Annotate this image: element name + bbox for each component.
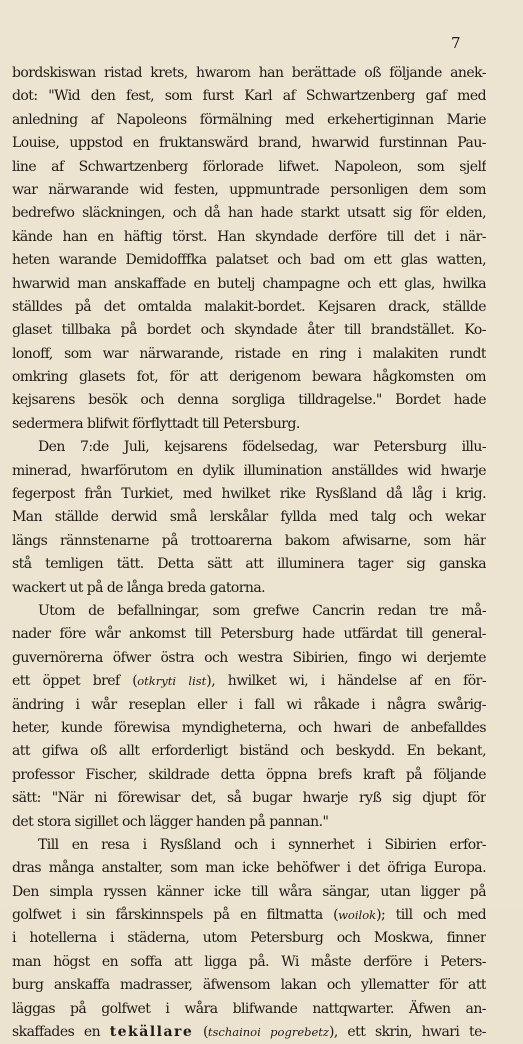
latin-transliteration: otkryti list <box>137 674 207 689</box>
latin-transliteration: woilok <box>338 908 377 923</box>
text-line: wackert ut på de långa breda gatorna. <box>12 579 266 596</box>
text-line: bordskiswan ristad krets, hwarom han berättade oß följande anek- <box>12 65 486 81</box>
text-line: i hotellerna i städerna, utom Petersburg och Moskwa, finner <box>12 930 486 947</box>
text-line: man högst en soffa att ligga på. Wi måste derföre i Peters- <box>12 953 486 970</box>
text-line: heten warande Demidofffka palatset och bad om ett glas watten, <box>12 252 486 269</box>
text-line: Man ställde derwid små lerskålar fyllda med talg och wekar <box>12 509 486 526</box>
text-segment: golfwet i sin fårskinnspels på en filtmatta ( <box>12 907 339 924</box>
text-line: omkring glasets fot, för att derigenom bewara hågkomsten om <box>12 369 486 386</box>
text-line <box>12 1021 486 1044</box>
body-text <box>12 62 486 1044</box>
text-line: att gifwa oß allt erforderligt biständ och beskydd. En bekant, <box>12 743 486 760</box>
text-line: glaset tillbaka på bordet och skyndade åter till brandstället. Ko- <box>12 322 486 339</box>
text-line: nader före wår ankomst till Petersburg hade utfärdat till general- <box>12 626 486 643</box>
text-line: sedermera blifwit förflyttadt till Petersburg. <box>12 415 300 432</box>
text-line: dras många anstalter, som man icke behöfwer i det öfriga Europa. <box>12 860 486 877</box>
text-line: hwarwid man anskaffade en butelj champagne och ett glas, hwilka <box>12 275 486 292</box>
text-line: anledning af Napoleons förmälning med erkehertiginnan Marie <box>12 111 486 128</box>
text-line: war närwarande wid festen, uppmuntrade personligen dem som <box>12 181 486 198</box>
text-segment: ); till och med <box>376 907 486 924</box>
text-segment: ), ett skrin, hwari te- <box>328 1024 486 1041</box>
text-line: burg anskaffa madrasser, äfwensom lakan och yllematter för att <box>12 977 486 994</box>
text-line: kejsarens besök och denna sorgliga tilldragelse." Bordet hade <box>12 392 486 409</box>
text-line: längs rännstenarne på trottoarerna bakom afwisarne, som här <box>12 532 486 549</box>
text-line: ställdes på det omtalda malakit-bordet. Kejsaren drack, ställde <box>12 298 486 315</box>
text-line: ändring i wår reseplan eller i fall wi råkade i några swårig- <box>12 696 486 713</box>
latin-transliteration: tschainoi pogrebetz <box>207 1025 329 1040</box>
text-segment: ), hwilket wi, i händelse af en för- <box>206 673 486 690</box>
text-line: dot: "Wid den fest, som furst Karl af Schwartzenberg gaf med <box>12 88 486 105</box>
spaced-term: tekällare <box>109 1024 194 1041</box>
text-line: professor Fischer, skildrade detta öppna brefs kraft på följande <box>12 766 486 783</box>
text-line: Den simpla ryssen känner icke till wåra sängar, utan ligger på <box>12 883 486 900</box>
text-line: heter, kunde förewisa myndigheterna, och hwari de anbefalldes <box>12 719 486 736</box>
text-segment: skaffades en <box>12 1024 110 1041</box>
text-line: Louise, uppstod en fruktanswärd brand, hwarwid furstinnan Pau- <box>12 135 486 152</box>
text-line: det stora sigillet och lägger handen på pannan." <box>12 813 329 830</box>
text-line: line af Schwartzenberg förlorade lifwet. Napoleon, som sjelf <box>12 158 486 175</box>
text-line: bedrefwo släckningen, och då han hade starkt utsatt sig för elden, <box>12 205 486 222</box>
page-number: 7 <box>451 34 461 52</box>
text-line: guvernörerna öfwer östra och westra Sibirien, fingo wi derjemte <box>12 649 486 666</box>
text-line: lonoff, som war närwarande, ristade en ring i malakiten rundt <box>12 345 486 362</box>
text-line: Den 7:de Juli, kejsarens födelsedag, war Petersburg illu- <box>38 439 486 456</box>
text-line: sätt: "När ni förewisar det, så bugar hwarje ryß sig djupt för <box>12 790 486 807</box>
text-line <box>12 670 486 693</box>
text-segment: ( <box>193 1024 208 1041</box>
text-segment: ett öppet bref ( <box>12 673 138 690</box>
text-line: Till en resa i Rysßland och i synnerhet i Sibirien erfor- <box>38 836 486 853</box>
text-line: Utom de befallningar, som grefwe Cancrin redan tre må- <box>38 602 486 619</box>
text-line: stå temligen tätt. Detta sätt att illuminera tager sig ganska <box>12 556 486 573</box>
text-line <box>12 904 486 927</box>
text-line: fegerpost från Turkiet, med hwilket rike Rysßland då låg i krig. <box>12 486 486 503</box>
text-line: minerad, hwarförutom en dylik illumination anställdes wid hwarje <box>12 462 486 479</box>
text-line: kände han en häftig törst. Han skyndade derföre till det i när- <box>12 228 486 245</box>
text-line: läggas på golfwet i wåra blifwande nattqwarter. Äfwen an- <box>12 1000 486 1017</box>
